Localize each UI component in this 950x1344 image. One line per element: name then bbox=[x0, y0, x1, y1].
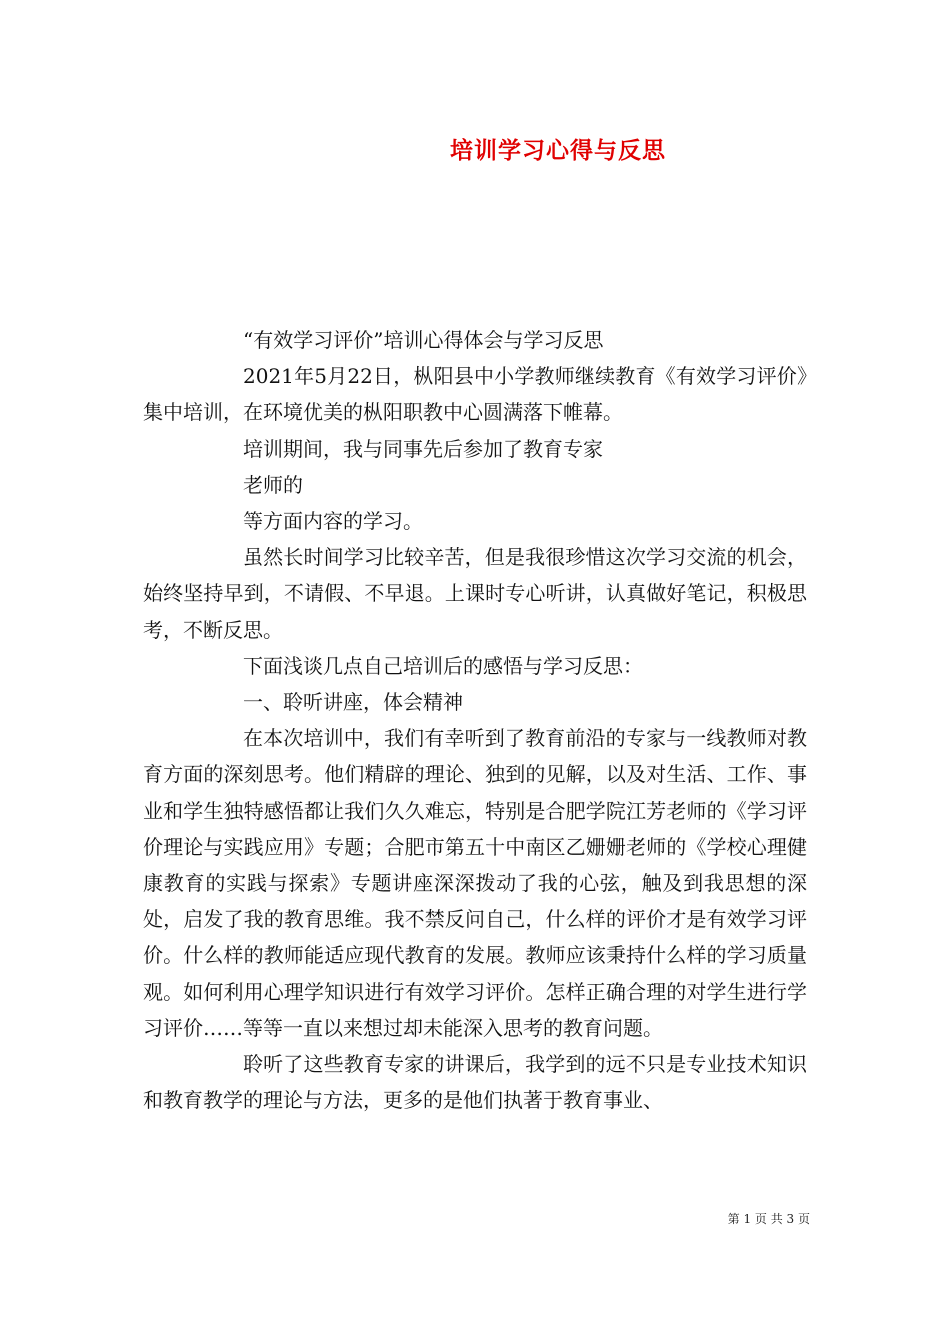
paragraph-2: 培训期间，我与同事先后参加了教育专家 bbox=[243, 436, 603, 461]
paragraph-1: 2021年5月22日，枞阳县中小学教师继续教育《有效学习评价》集中培训，在环境优美的枞阳职教中心圆满落下帷幕。 bbox=[143, 364, 807, 425]
paragraph-8: 在本次培训中，我们有幸听到了教育前沿的专家与一线教师对教育方面的深刻思考。他们精辟的理论、独到的见解，以及对生活、工作、事业和学生独特感悟都让我们久久难忘，特别是合肥学院江芳老师的《学习评价理论与实践应用》专题；合肥市第五十中南区乙姗姗老师的《学校心理健康教育的实践与探索》专题讲座深深拨动了我的心弦，触及到我思想的深处，启发了我的教育思维。我不禁反问自己，什么样的评价才是有效学习评价。什么样的教师能适应现代教育的发展。教师应该秉持什么样的学习质量观。如何利用心理学知识进行有效学习评价。怎样正确合理的对学生进行学习评价……等等一直以来想过却未能深入思考的教育问题。 bbox=[143, 726, 807, 1040]
document-title: 培训学习心得与反思 bbox=[450, 137, 666, 164]
paragraph-3: 老师的 bbox=[243, 472, 303, 497]
paragraph-subtitle: “有效学习评价”培训心得体会与学习反思 bbox=[243, 328, 604, 352]
paragraph-4: 等方面内容的学习。 bbox=[243, 509, 423, 534]
document-body bbox=[143, 322, 807, 1118]
paragraph-6: 下面浅谈几点自己培训后的感悟与学习反思： bbox=[243, 653, 643, 678]
page-footer: 第 1 页 共 3 页 bbox=[727, 1212, 810, 1226]
paragraph-5: 虽然长时间学习比较辛苦，但是我很珍惜这次学习交流的机会，始终坚持早到，不请假、不早退。上课时专心听讲，认真做好笔记，积极思考，不断反思。 bbox=[143, 545, 807, 642]
section-heading-1: 一、聆听讲座，体会精神 bbox=[243, 690, 463, 715]
paragraph-9: 聆听了这些教育专家的讲课后，我学到的远不只是专业技术知识和教育教学的理论与方法，更多的是他们执著于教育事业、 bbox=[143, 1052, 807, 1113]
